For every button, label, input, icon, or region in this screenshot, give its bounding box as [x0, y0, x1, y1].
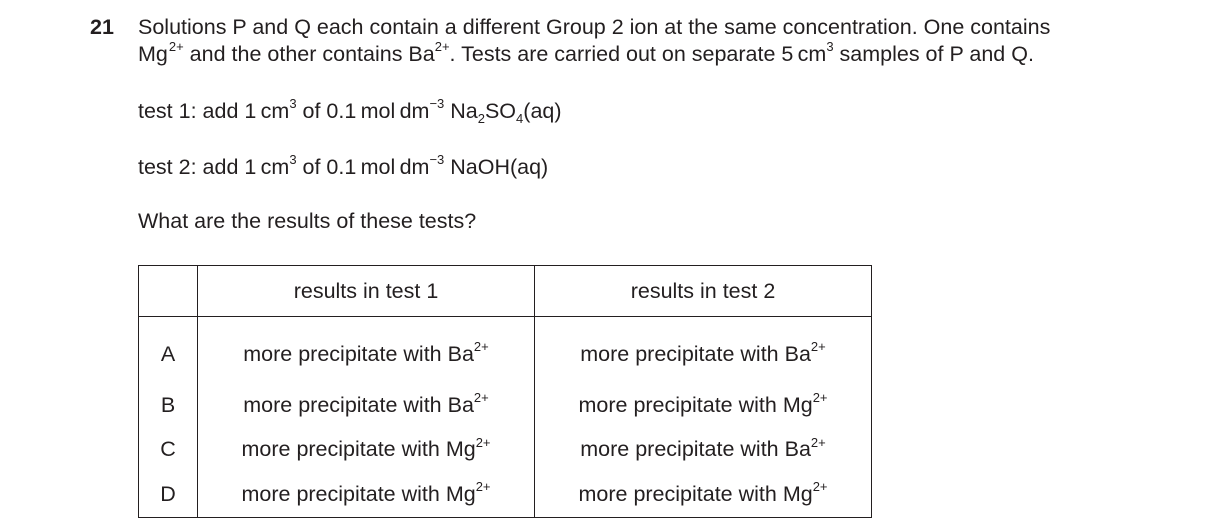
- ion-charge: 2+: [473, 338, 489, 354]
- result-text: more precipitate with Ba: [243, 392, 474, 417]
- result-test-2: [535, 472, 872, 517]
- reagent-part: (aq): [523, 99, 562, 123]
- option-letter: D: [139, 472, 198, 517]
- concentration-exponent: −3: [429, 96, 445, 112]
- result-text: more precipitate with Ba: [580, 341, 811, 366]
- ion-charge: 2+: [473, 390, 489, 405]
- reagent-formula: [444, 99, 562, 126]
- ion-charge: 2+: [812, 390, 828, 405]
- question-stem: [138, 14, 1198, 68]
- reagent-part: Na: [444, 99, 478, 123]
- ion-charge: 2+: [810, 434, 826, 450]
- reagent-part: SO: [484, 99, 517, 123]
- result-text: more precipitate with Ba: [243, 341, 474, 366]
- result-test-1: [198, 428, 535, 473]
- reagent-formula: NaOH(aq): [444, 155, 549, 179]
- result-text: more precipitate with Mg: [241, 437, 476, 462]
- option-letter: A: [139, 317, 198, 384]
- concentration-text: of 0.1 mol dm: [296, 155, 430, 179]
- ion-symbol: Mg: [138, 42, 168, 66]
- ion-charge: 2+: [812, 479, 828, 494]
- volume-exponent: 3: [289, 152, 297, 168]
- header-option: [139, 266, 198, 317]
- test-1-description: [138, 97, 562, 125]
- volume-exponent: 3: [289, 96, 297, 112]
- concentration-exponent: −3: [429, 152, 445, 168]
- result-text: more precipitate with Mg: [578, 481, 813, 506]
- stem-text: and the other contains Ba: [183, 42, 435, 66]
- table-row: [139, 383, 872, 428]
- result-text: more precipitate with Mg: [241, 481, 476, 506]
- option-letter: C: [139, 428, 198, 473]
- test-1-label: test 1: add 1 cm: [138, 99, 290, 123]
- reagent-subscript: 4: [516, 110, 524, 126]
- result-test-2: [535, 383, 872, 428]
- volume-exponent: 3: [826, 39, 834, 55]
- table-row: [139, 428, 872, 473]
- test-2-description: [138, 153, 548, 181]
- option-letter: B: [139, 383, 198, 428]
- reagent-subscript: 2: [477, 110, 485, 126]
- result-test-2: [535, 317, 872, 384]
- result-test-1: [198, 317, 535, 384]
- table-row: [139, 317, 872, 384]
- results-table: [138, 265, 872, 518]
- test-2-label: test 2: add 1 cm: [138, 155, 290, 179]
- table-row: [139, 472, 872, 517]
- magnesium-ion: [138, 39, 184, 66]
- result-test-1: [198, 472, 535, 517]
- ion-charge: 2+: [475, 434, 491, 450]
- stem-line-1: Solutions P and Q each contain a different Group 2 ion at the same concentration. One contains: [138, 15, 1051, 39]
- stem-text: . Tests are carried out on separate 5 cm: [449, 42, 827, 66]
- header-test-2: results in test 2: [535, 266, 872, 317]
- result-test-1: [198, 383, 535, 428]
- ion-charge: 2+: [810, 338, 826, 354]
- result-test-2: [535, 428, 872, 473]
- ion-charge: 2+: [168, 39, 184, 55]
- ion-charge: 2+: [475, 479, 491, 494]
- stem-text: samples of P and Q.: [833, 42, 1034, 66]
- result-text: more precipitate with Mg: [578, 392, 813, 417]
- concentration-text: of 0.1 mol dm: [296, 99, 430, 123]
- question-prompt: What are the results of these tests?: [138, 209, 477, 233]
- question-number: 21: [90, 15, 114, 39]
- ion-charge: 2+: [434, 39, 450, 55]
- stem-line-2: [138, 41, 1198, 68]
- result-text: more precipitate with Ba: [580, 437, 811, 462]
- table-header-row: [139, 266, 872, 317]
- header-test-1: results in test 1: [198, 266, 535, 317]
